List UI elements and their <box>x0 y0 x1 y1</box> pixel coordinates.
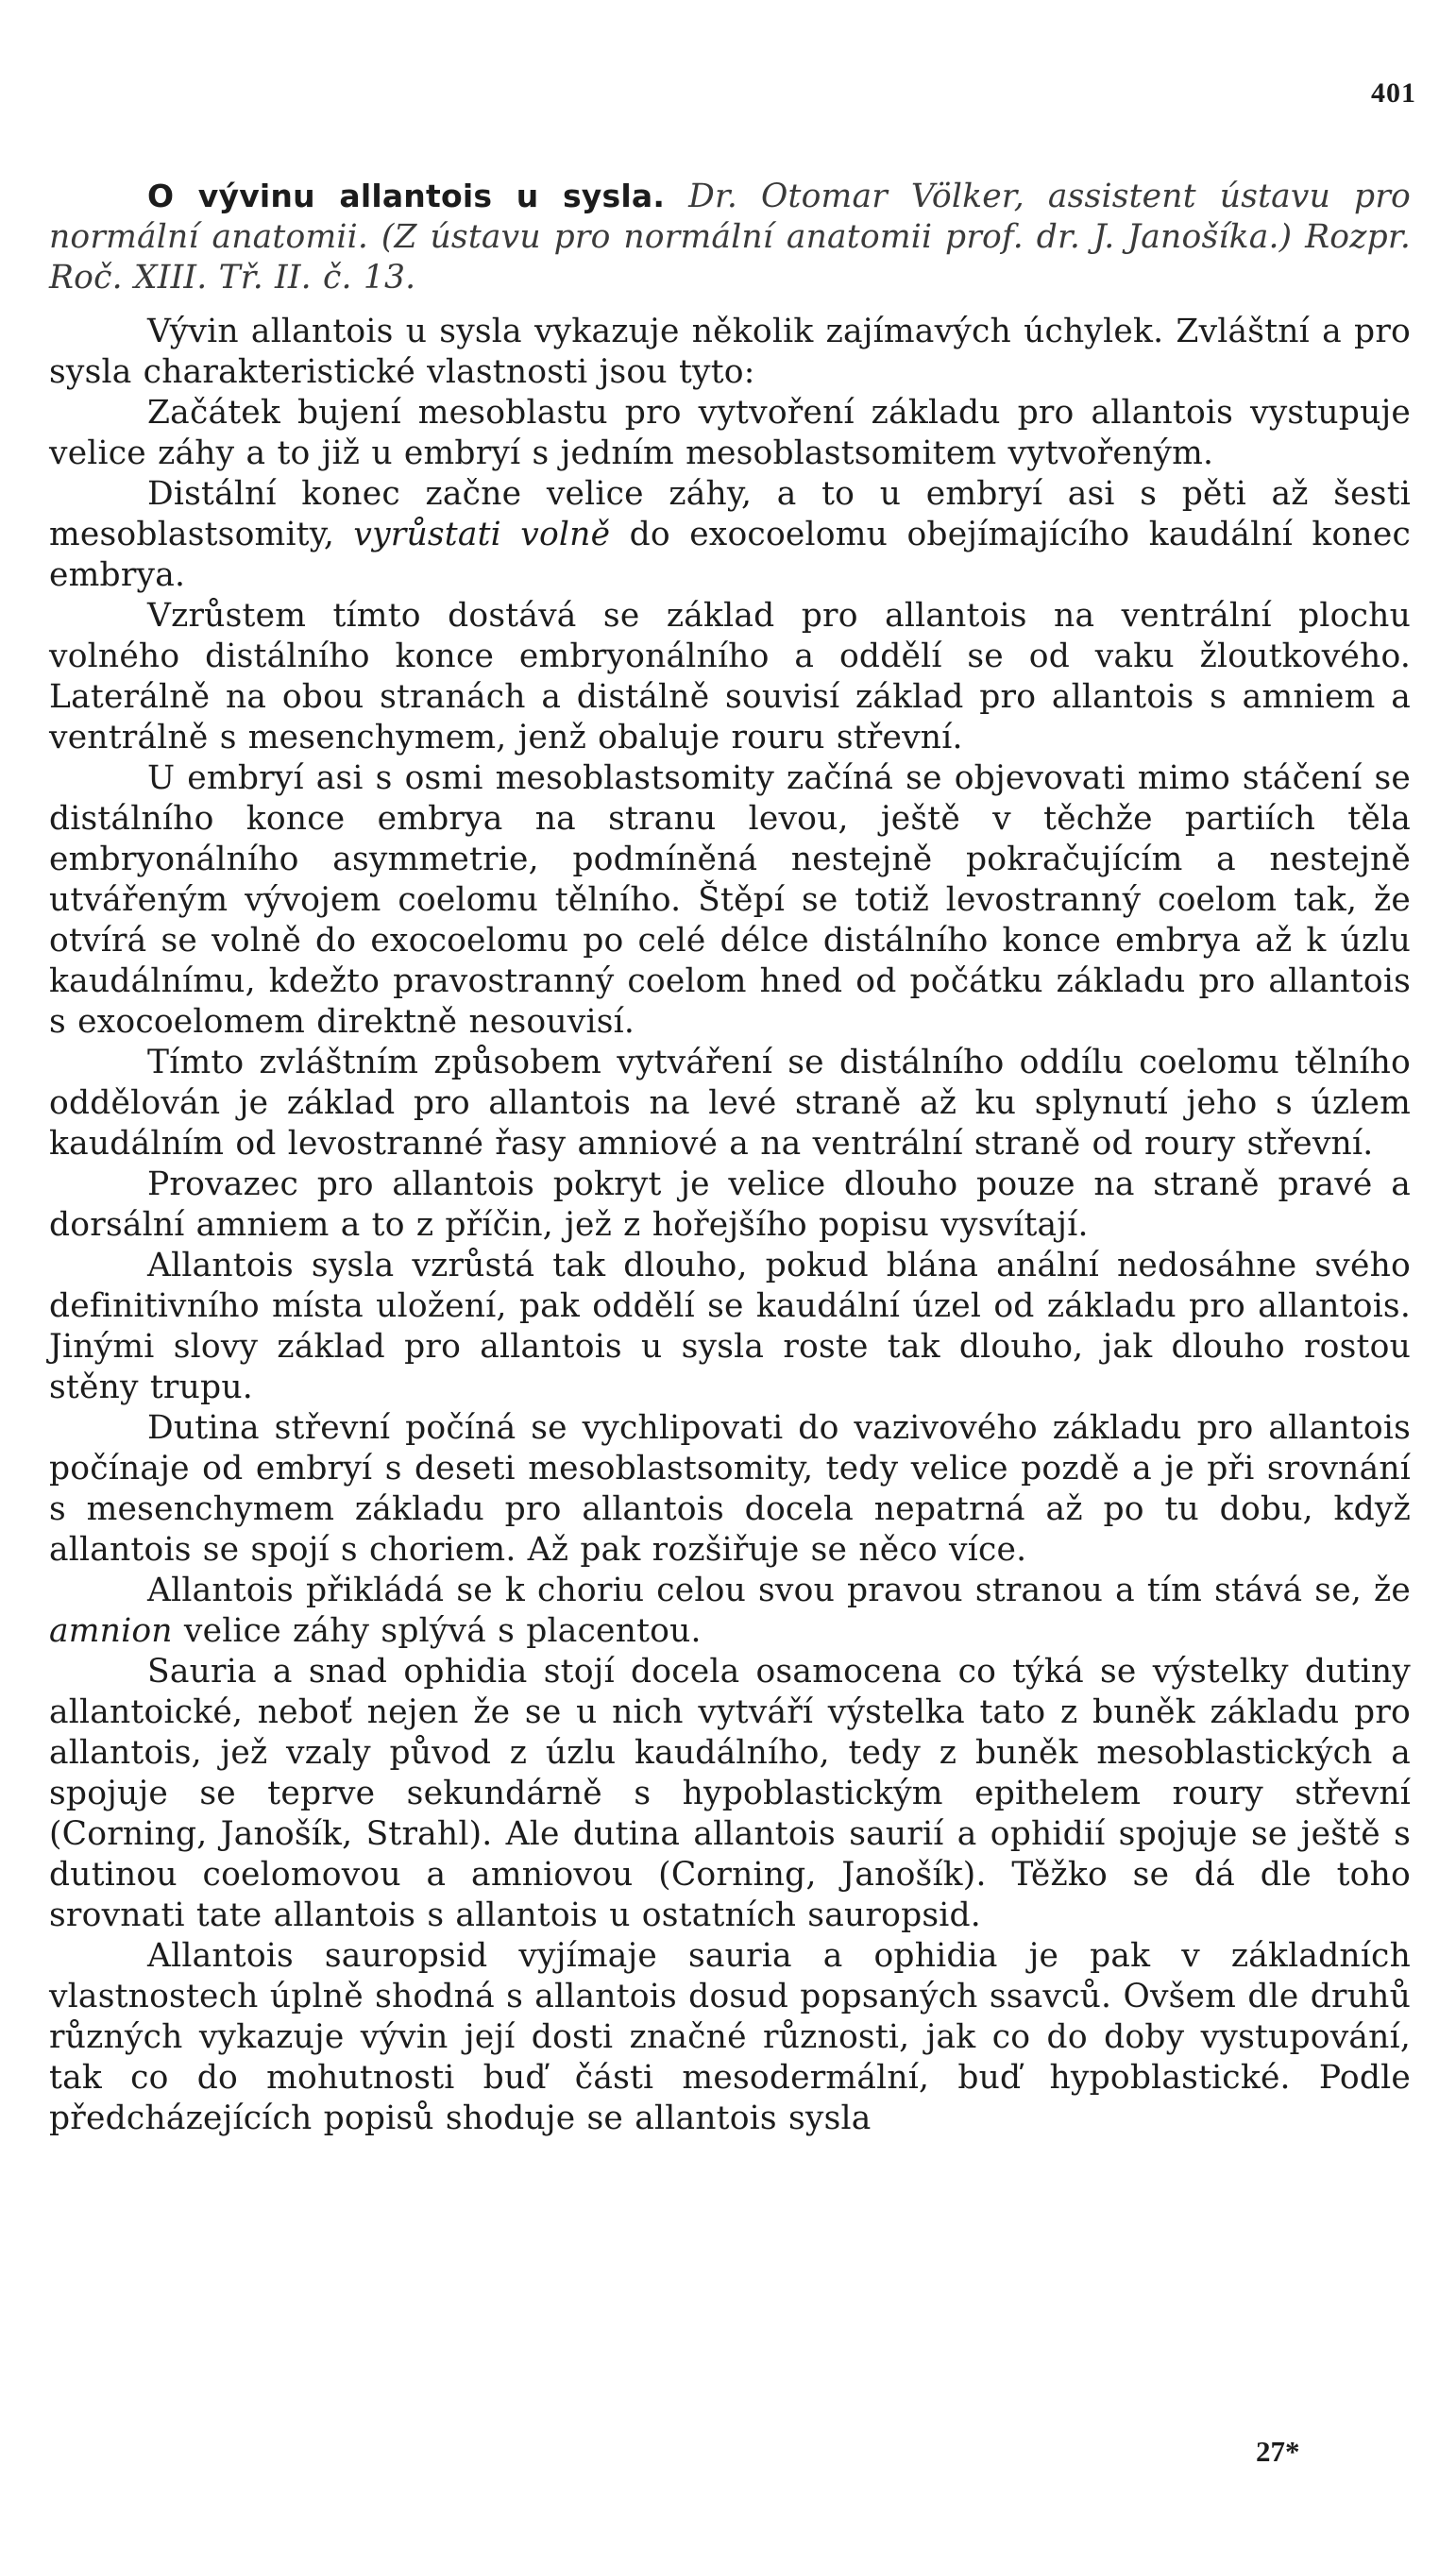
paragraph-6: Tímto zvláštním způsobem vytváření se distálního oddílu coelomu tělního oddělován je základ pro allantois na levé straně až ku splynutí jeho s úzlem kaudálním od levostranné řasy amniové a na ventrální straně od roury střevní. <box>49 1044 1411 1163</box>
paragraph-4: Vzrůstem tímto dostává se základ pro allantois na ventrální plochu volného distálního konce embryonálního a oddělí se od vaku žloutkového. Laterálně na obou stranách a distálně souvisí základ pro allantois s amniem a ventrálně s mesenchymem, jenž obaluje rouru střevní. <box>49 597 1411 756</box>
article-citation: Dr. Otomar Völker, assistent ústavu pro normální anatomii. (Z ústavu pro normální anatomii prof. dr. J. Janošíka.) Rozpr. Roč. XIII. Tř. II. č. 13. <box>49 178 1411 297</box>
paragraph-11: Sauria a snad ophidia stojí docela osamocena co týká se výstelky dutiny allantoické, neboť nejen že se u nich vytváří výstelka tato z buněk základu pro allantois, jež vzaly původ z úzlu kaudálního, tedy z buněk mesoblastických a spojuje se teprve sekundárně s hypoblastickým epithelem roury střevní (Corning, Janošík, Strahl). Ale dutina allantois saurií a ophidií spojuje se ještě s dutinou coelomovou a amniovou (Corning, Janošík). Těžko se dá dle toho srovnati tate allantois s allantois u ostatních sauropsid. <box>49 1653 1411 1934</box>
paragraph-3-emphasis: vyrůstati volně <box>353 516 611 553</box>
paragraph-3-text-start: Distální konec začne velice záhy, a to u embryí asi s pěti až šesti mesoblastsomity, <box>49 475 1411 553</box>
paragraph-3-text-end: do exocoelomu obejímajícího kaudální konec embrya. <box>49 516 1411 594</box>
paragraph-10-emphasis: amnion <box>49 1612 173 1650</box>
paragraph-3 <box>49 474 1411 596</box>
paragraph-5: U embryí asi s osmi mesoblastsomity začíná se objevovati mimo stáčení se distálního konce embrya na stranu levou, ještě v těchže partiích těla embryonálního asymmetrie, podmíněná nestejně pokračujícím a nestejně utvářeným vývojem coelomu tělního. Štěpí se totiž levostranný coelom tak, že otvírá se volně do exocoelomu po celé délce distálního konce embrya až k úzlu kaudálnímu, kdežto pravostranný coelom hned od počátku základu pro allantois s exocoelomem direktně nesouvisí. <box>49 759 1411 1041</box>
printer-signature-mark: 27* <box>1256 2435 1300 2468</box>
paragraph-10-text-end: velice záhy splývá s placentou. <box>183 1612 702 1650</box>
paragraph-10 <box>49 1571 1411 1652</box>
paragraph-1: Vývin allantois u sysla vykazuje několik zajímavých úchylek. Zvláštní a pro sysla charakteristické vlastnosti jsou tyto: <box>49 313 1411 391</box>
article-heading <box>49 176 1411 298</box>
paragraph-9: Dutina střevní počíná se vychlipovati do vazivového základu pro allantois počínaje od embryí s deseti mesoblastsomity, tedy velice pozdě a je při srovnání s mesenchymem základu pro allantois docela nepatrná až po tu dobu, když allantois se spojí s choriem. Až pak rozšiřuje se něco více. <box>49 1409 1411 1569</box>
paragraph-12: Allantois sauropsid vyjímaje sauria a ophidia je pak v základních vlastnostech úplně shodná s allantois dosud popsaných ssavců. Ovšem dle druhů různých vykazuje vývin její dosti značné různosti, jak co do doby vystupování, tak co do mohutnosti buď části mesodermální, buď hypoblastické. Podle předcházejících popisů shoduje se allantois sysla <box>49 1937 1411 2137</box>
paragraph-10-text-start: Allantois přikládá se k choriu celou svou pravou stranou a tím stává se, že <box>147 1572 1411 1609</box>
article-body <box>49 176 1411 2139</box>
page-number: 401 <box>1371 77 1416 109</box>
article-title: O vývinu allantois u sysla. <box>147 178 666 214</box>
paragraph-2: Začátek bujení mesoblastu pro vytvoření základu pro allantois vystupuje velice záhy a to již u embryí s jedním mesoblastsomitem vytvořeným. <box>49 394 1411 472</box>
paragraph-8: Allantois sysla vzrůstá tak dlouho, pokud blána anální nedosáhne svého definitivního místa uložení, pak oddělí se kaudální úzel od základu pro allantois. Jinými slovy základ pro allantois u sysla roste tak dlouho, jak dlouho rostou stěny trupu. <box>49 1247 1411 1406</box>
paragraph-7: Provazec pro allantois pokryt je velice dlouho pouze na straně pravé a dorsální amniem a to z příčin, jež z hořejšího popisu vysvítají. <box>49 1165 1411 1244</box>
